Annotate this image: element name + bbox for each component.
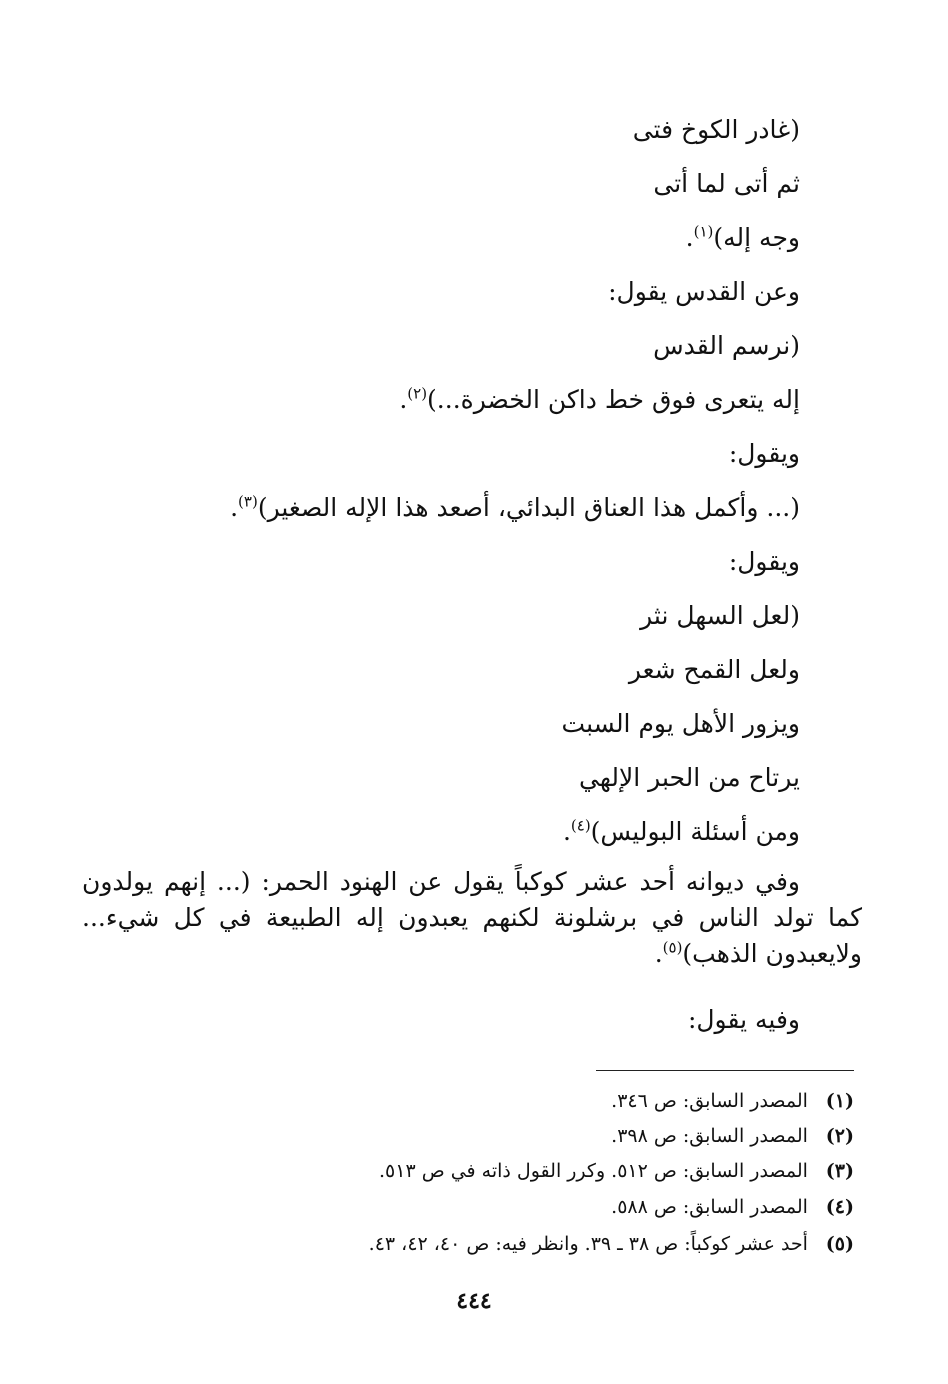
verse-line-9: ويقول: — [728, 547, 800, 576]
footnote-3 — [379, 1156, 854, 1186]
footnote-divider — [596, 1070, 854, 1071]
verse-line-14: ومن أسئلة البوليس)$^{(٤)}$. — [562, 816, 800, 846]
verse-line-4: وعن القدس يقول: — [608, 277, 800, 306]
footnote-number: (٥) — [825, 1233, 854, 1255]
footnote-mark: (٢) — [407, 384, 428, 403]
footnote-5 — [369, 1229, 854, 1259]
verse-line-5: (نرسم القدس — [653, 331, 800, 360]
verse-line-7: ويقول: — [728, 439, 800, 468]
footnote-mark: (١) — [693, 222, 714, 241]
footnote-text: المصدر السابق: ص ٥٨٨. — [611, 1196, 808, 1218]
footnote-text: أحد عشر كوكباً: ص ٣٨ ـ ٣٩. وانظر فيه: ص ٤٠، ٤٢، ٤٣. — [368, 1233, 808, 1255]
verse-line-8: (... وأكمل هذا العناق البدائي، أصعد هذا الإله الصغير)$^{(٣)}$. — [230, 492, 800, 522]
footnote-mark: (٥) — [662, 938, 683, 957]
verse-line-11: ولعل القمح شعر — [628, 655, 800, 684]
footnote-text: المصدر السابق: ص ٥١٢. وكرر القول ذاته في ص ٥١٣. — [378, 1160, 808, 1182]
footnote-number: (١) — [825, 1090, 854, 1112]
body-paragraph: وفي ديوانه أحد عشر كوكباً يقول عن الهنود الحمر: (... إنهم يولدون كما تولد الناس في برشلونة لكنهم يعبدون إله الطبيعة في كل شيء... ولايعبدون الذهب)$^{(٥)}$. — [82, 867, 862, 968]
verse-line-13: يرتاح من الحبر الإلهي — [579, 763, 800, 792]
verse-line-12: ويزور الأهل يوم السبت — [561, 709, 800, 738]
footnote-mark: (٤) — [570, 816, 591, 835]
verse-line-10: (لعل السهل نثر — [640, 601, 800, 630]
footnote-1 — [611, 1086, 854, 1116]
body-last-line: وفيه يقول: — [687, 1005, 800, 1034]
verse-line-3: وجه إله)$^{(١)}$. — [685, 222, 800, 252]
verse-line-2: ثم أتى لما أتى — [653, 169, 800, 198]
footnote-4 — [611, 1192, 854, 1222]
footnote-2 — [611, 1121, 854, 1151]
footnote-text: المصدر السابق: ص ٣٩٨. — [611, 1125, 808, 1147]
page-number: ٤٤٤ — [456, 1288, 492, 1314]
footnote-number: (٢) — [825, 1125, 854, 1147]
verse-line-6: إله يتعرى فوق خط داكن الخضرة...)$^{(٢)}$. — [399, 384, 800, 414]
footnote-number: (٤) — [825, 1196, 854, 1218]
footnote-text: المصدر السابق: ص ٣٤٦. — [611, 1090, 808, 1112]
footnote-number: (٣) — [825, 1160, 854, 1182]
verse-line-1: (غادر الكوخ فتى — [632, 115, 800, 144]
footnote-mark: (٣) — [238, 492, 258, 511]
